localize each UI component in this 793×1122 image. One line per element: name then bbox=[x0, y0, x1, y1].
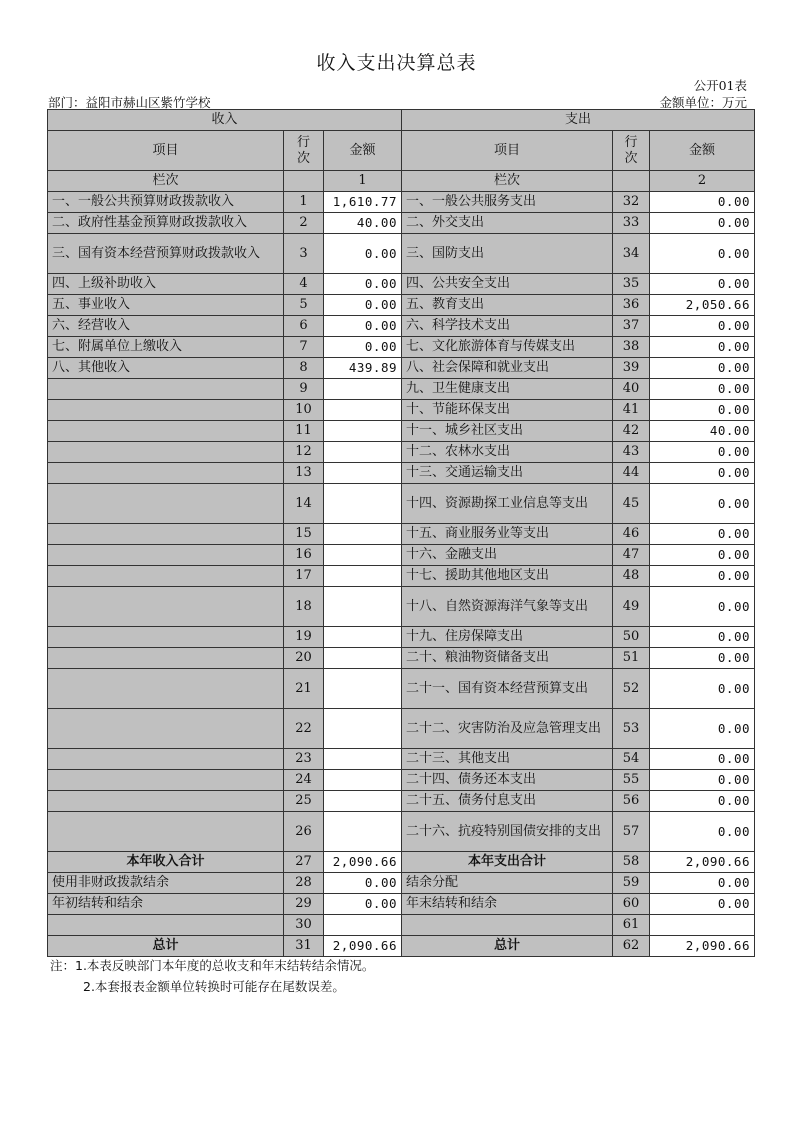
income-section-header: 收入 bbox=[48, 110, 402, 131]
expense-item: 二十六、抗疫特别国债安排的支出 bbox=[402, 812, 613, 852]
expense-line: 62 bbox=[613, 936, 650, 957]
expense-amount: 0.00 bbox=[650, 379, 755, 400]
table-row bbox=[48, 791, 755, 812]
income-line: 9 bbox=[284, 379, 324, 400]
income-amount bbox=[324, 627, 402, 648]
income-item bbox=[48, 812, 284, 852]
expense-line: 37 bbox=[613, 316, 650, 337]
expense-item: 十五、商业服务业等支出 bbox=[402, 524, 613, 545]
income-amount bbox=[324, 791, 402, 812]
income-item: 七、附属单位上缴收入 bbox=[48, 337, 284, 358]
income-item bbox=[48, 587, 284, 627]
expense-section-header: 支出 bbox=[402, 110, 755, 131]
income-item: 使用非财政拨款结余 bbox=[48, 873, 284, 894]
income-amount bbox=[324, 421, 402, 442]
total-row bbox=[48, 915, 755, 936]
expense-line: 36 bbox=[613, 295, 650, 316]
income-line: 29 bbox=[284, 894, 324, 915]
income-item bbox=[48, 915, 284, 936]
expense-line: 51 bbox=[613, 648, 650, 669]
table-row bbox=[48, 648, 755, 669]
expense-item: 二十一、国有资本经营预算支出 bbox=[402, 669, 613, 709]
expense-line: 61 bbox=[613, 915, 650, 936]
table-row bbox=[48, 274, 755, 295]
expense-amount: 0.00 bbox=[650, 648, 755, 669]
expense-item bbox=[402, 915, 613, 936]
expense-line: 45 bbox=[613, 484, 650, 524]
table-row bbox=[48, 379, 755, 400]
expense-amount: 0.00 bbox=[650, 316, 755, 337]
income-item: 三、国有资本经营预算财政拨款收入 bbox=[48, 234, 284, 274]
income-line: 28 bbox=[284, 873, 324, 894]
expense-amount: 0.00 bbox=[650, 213, 755, 234]
expense-item: 十一、城乡社区支出 bbox=[402, 421, 613, 442]
table-row bbox=[48, 749, 755, 770]
total-row bbox=[48, 936, 755, 957]
expense-line: 57 bbox=[613, 812, 650, 852]
expense-line: 32 bbox=[613, 192, 650, 213]
expense-item: 二十二、灾害防治及应急管理支出 bbox=[402, 709, 613, 749]
income-expense-table bbox=[47, 109, 755, 957]
income-item bbox=[48, 379, 284, 400]
income-line: 8 bbox=[284, 358, 324, 379]
expense-item: 十六、金融支出 bbox=[402, 545, 613, 566]
expense-amount: 0.00 bbox=[650, 566, 755, 587]
income-amount bbox=[324, 648, 402, 669]
table-row bbox=[48, 587, 755, 627]
expense-amount: 0.00 bbox=[650, 400, 755, 421]
expense-item: 九、卫生健康支出 bbox=[402, 379, 613, 400]
expense-line: 60 bbox=[613, 894, 650, 915]
expense-line-header bbox=[613, 131, 650, 171]
table-row bbox=[48, 545, 755, 566]
expense-item: 十、节能环保支出 bbox=[402, 400, 613, 421]
expense-amount: 0.00 bbox=[650, 627, 755, 648]
income-item: 一、一般公共预算财政拨款收入 bbox=[48, 192, 284, 213]
income-amount bbox=[324, 566, 402, 587]
income-line: 12 bbox=[284, 442, 324, 463]
expense-amount: 0.00 bbox=[650, 337, 755, 358]
empty-cell bbox=[284, 171, 324, 192]
income-line: 13 bbox=[284, 463, 324, 484]
income-amount: 1,610.77 bbox=[324, 192, 402, 213]
expense-line: 43 bbox=[613, 442, 650, 463]
income-line: 26 bbox=[284, 812, 324, 852]
income-amount bbox=[324, 812, 402, 852]
table-row bbox=[48, 192, 755, 213]
income-amount: 0.00 bbox=[324, 894, 402, 915]
income-line: 30 bbox=[284, 915, 324, 936]
expense-amount: 0.00 bbox=[650, 358, 755, 379]
income-amount bbox=[324, 770, 402, 791]
income-amount bbox=[324, 587, 402, 627]
income-item: 六、经营收入 bbox=[48, 316, 284, 337]
expense-line: 47 bbox=[613, 545, 650, 566]
income-amount bbox=[324, 400, 402, 421]
income-line: 21 bbox=[284, 669, 324, 709]
expense-line: 33 bbox=[613, 213, 650, 234]
expense-line: 40 bbox=[613, 379, 650, 400]
expense-line: 56 bbox=[613, 791, 650, 812]
expense-amount: 0.00 bbox=[650, 791, 755, 812]
expense-line: 50 bbox=[613, 627, 650, 648]
table-row bbox=[48, 442, 755, 463]
income-amount: 0.00 bbox=[324, 316, 402, 337]
income-amount: 0.00 bbox=[324, 295, 402, 316]
expense-line: 46 bbox=[613, 524, 650, 545]
unit-label: 金额单位：万元 bbox=[659, 95, 747, 110]
expense-line: 59 bbox=[613, 873, 650, 894]
income-line: 23 bbox=[284, 749, 324, 770]
income-line: 17 bbox=[284, 566, 324, 587]
expense-amount: 0.00 bbox=[650, 524, 755, 545]
expense-item: 二、外交支出 bbox=[402, 213, 613, 234]
expense-line: 34 bbox=[613, 234, 650, 274]
income-line: 24 bbox=[284, 770, 324, 791]
income-line: 1 bbox=[284, 192, 324, 213]
expense-amount: 0.00 bbox=[650, 442, 755, 463]
expense-item: 二十四、债务还本支出 bbox=[402, 770, 613, 791]
income-amount: 0.00 bbox=[324, 234, 402, 274]
expense-item: 年末结转和结余 bbox=[402, 894, 613, 915]
table-row bbox=[48, 213, 755, 234]
expense-item: 十三、交通运输支出 bbox=[402, 463, 613, 484]
table-row bbox=[48, 463, 755, 484]
table-row bbox=[48, 669, 755, 709]
income-item bbox=[48, 566, 284, 587]
total-row bbox=[48, 894, 755, 915]
expense-item: 四、公共安全支出 bbox=[402, 274, 613, 295]
table-row bbox=[48, 400, 755, 421]
expense-amount: 0.00 bbox=[650, 812, 755, 852]
expense-line: 54 bbox=[613, 749, 650, 770]
expense-amount: 2,090.66 bbox=[650, 852, 755, 873]
income-line: 7 bbox=[284, 337, 324, 358]
table-row bbox=[48, 316, 755, 337]
income-item bbox=[48, 442, 284, 463]
income-amount bbox=[324, 669, 402, 709]
expense-amount: 0.00 bbox=[650, 894, 755, 915]
income-line: 18 bbox=[284, 587, 324, 627]
income-item: 八、其他收入 bbox=[48, 358, 284, 379]
income-amount bbox=[324, 463, 402, 484]
expense-amount: 0.00 bbox=[650, 587, 755, 627]
expense-line: 48 bbox=[613, 566, 650, 587]
income-amount: 439.89 bbox=[324, 358, 402, 379]
income-line: 5 bbox=[284, 295, 324, 316]
expense-item-header: 项目 bbox=[402, 131, 613, 171]
income-amount bbox=[324, 442, 402, 463]
income-item bbox=[48, 627, 284, 648]
expense-item: 八、社会保障和就业支出 bbox=[402, 358, 613, 379]
expense-line: 38 bbox=[613, 337, 650, 358]
table-row bbox=[48, 770, 755, 791]
expense-line: 44 bbox=[613, 463, 650, 484]
expense-amount: 0.00 bbox=[650, 669, 755, 709]
expense-item: 一、一般公共服务支出 bbox=[402, 192, 613, 213]
expense-item: 十二、农林水支出 bbox=[402, 442, 613, 463]
income-item: 年初结转和结余 bbox=[48, 894, 284, 915]
expense-line: 39 bbox=[613, 358, 650, 379]
income-item bbox=[48, 709, 284, 749]
expense-line: 52 bbox=[613, 669, 650, 709]
income-item: 总计 bbox=[48, 936, 284, 957]
income-line: 16 bbox=[284, 545, 324, 566]
expense-amount: 0.00 bbox=[650, 873, 755, 894]
income-line: 2 bbox=[284, 213, 324, 234]
expense-line: 58 bbox=[613, 852, 650, 873]
income-item bbox=[48, 648, 284, 669]
expense-item: 六、科学技术支出 bbox=[402, 316, 613, 337]
income-line: 27 bbox=[284, 852, 324, 873]
expense-item: 二十、粮油物资储备支出 bbox=[402, 648, 613, 669]
line-header-text: 行 次 bbox=[296, 134, 310, 166]
expense-item: 十四、资源勘探工业信息等支出 bbox=[402, 484, 613, 524]
income-item bbox=[48, 463, 284, 484]
table-row bbox=[48, 234, 755, 274]
income-amount: 0.00 bbox=[324, 337, 402, 358]
expense-item: 三、国防支出 bbox=[402, 234, 613, 274]
expense-item: 十八、自然资源海洋气象等支出 bbox=[402, 587, 613, 627]
income-item: 二、政府性基金预算财政拨款收入 bbox=[48, 213, 284, 234]
income-line: 22 bbox=[284, 709, 324, 749]
expense-item: 七、文化旅游体育与传媒支出 bbox=[402, 337, 613, 358]
expense-item: 二十五、债务付息支出 bbox=[402, 791, 613, 812]
income-column-number: 1 bbox=[324, 171, 402, 192]
department-label: 部门：益阳市赫山区紫竹学校 bbox=[48, 95, 211, 110]
income-line: 4 bbox=[284, 274, 324, 295]
expense-amount: 0.00 bbox=[650, 463, 755, 484]
expense-item: 本年支出合计 bbox=[402, 852, 613, 873]
table-row bbox=[48, 484, 755, 524]
expense-item: 总计 bbox=[402, 936, 613, 957]
total-row bbox=[48, 873, 755, 894]
expense-amount: 0.00 bbox=[650, 749, 755, 770]
expense-amount: 0.00 bbox=[650, 770, 755, 791]
income-item bbox=[48, 545, 284, 566]
expense-amount: 2,050.66 bbox=[650, 295, 755, 316]
expense-item: 十九、住房保障支出 bbox=[402, 627, 613, 648]
income-line: 15 bbox=[284, 524, 324, 545]
expense-amount: 0.00 bbox=[650, 274, 755, 295]
table-row bbox=[48, 709, 755, 749]
income-amount: 0.00 bbox=[324, 873, 402, 894]
expense-column-number: 2 bbox=[650, 171, 755, 192]
expense-column-label: 栏次 bbox=[402, 171, 613, 192]
table-row bbox=[48, 295, 755, 316]
income-item bbox=[48, 421, 284, 442]
income-line: 14 bbox=[284, 484, 324, 524]
income-line-header bbox=[284, 131, 324, 171]
income-item bbox=[48, 400, 284, 421]
expense-amount: 0.00 bbox=[650, 234, 755, 274]
table-row bbox=[48, 421, 755, 442]
income-column-label: 栏次 bbox=[48, 171, 284, 192]
income-line: 25 bbox=[284, 791, 324, 812]
expense-line: 41 bbox=[613, 400, 650, 421]
footnotes bbox=[50, 955, 374, 997]
income-line: 10 bbox=[284, 400, 324, 421]
table-row bbox=[48, 337, 755, 358]
expense-line: 53 bbox=[613, 709, 650, 749]
income-amount bbox=[324, 379, 402, 400]
table-row bbox=[48, 812, 755, 852]
income-item bbox=[48, 669, 284, 709]
line-header-text: 行 次 bbox=[624, 134, 638, 166]
income-amount bbox=[324, 709, 402, 749]
empty-cell bbox=[613, 171, 650, 192]
expense-amount: 0.00 bbox=[650, 709, 755, 749]
income-line: 11 bbox=[284, 421, 324, 442]
income-item: 本年收入合计 bbox=[48, 852, 284, 873]
income-amount bbox=[324, 484, 402, 524]
expense-line: 35 bbox=[613, 274, 650, 295]
income-amount: 2,090.66 bbox=[324, 852, 402, 873]
income-amount: 0.00 bbox=[324, 274, 402, 295]
income-line: 3 bbox=[284, 234, 324, 274]
income-line: 6 bbox=[284, 316, 324, 337]
footnote-1: 注：1.本表反映部门本年度的总收支和年末结转结余情况。 bbox=[50, 958, 375, 973]
table-row bbox=[48, 566, 755, 587]
income-item: 五、事业收入 bbox=[48, 295, 284, 316]
table-row bbox=[48, 358, 755, 379]
expense-amount: 0.00 bbox=[650, 484, 755, 524]
expense-amount bbox=[650, 915, 755, 936]
income-amount-header: 金额 bbox=[324, 131, 402, 171]
expense-item: 十七、援助其他地区支出 bbox=[402, 566, 613, 587]
table-row bbox=[48, 524, 755, 545]
expense-line: 49 bbox=[613, 587, 650, 627]
income-amount bbox=[324, 524, 402, 545]
expense-line: 42 bbox=[613, 421, 650, 442]
table-row bbox=[48, 627, 755, 648]
income-item bbox=[48, 749, 284, 770]
expense-item: 五、教育支出 bbox=[402, 295, 613, 316]
income-line: 31 bbox=[284, 936, 324, 957]
expense-item: 二十三、其他支出 bbox=[402, 749, 613, 770]
total-row bbox=[48, 852, 755, 873]
income-line: 19 bbox=[284, 627, 324, 648]
income-item bbox=[48, 524, 284, 545]
income-item bbox=[48, 484, 284, 524]
income-amount bbox=[324, 545, 402, 566]
expense-amount: 0.00 bbox=[650, 192, 755, 213]
expense-amount: 2,090.66 bbox=[650, 936, 755, 957]
income-item bbox=[48, 791, 284, 812]
income-amount: 2,090.66 bbox=[324, 936, 402, 957]
page-title: 收入支出决算总表 bbox=[316, 52, 477, 74]
income-line: 20 bbox=[284, 648, 324, 669]
footnote-2: 2.本套报表金额单位转换时可能存在尾数误差。 bbox=[83, 979, 345, 994]
expense-line: 55 bbox=[613, 770, 650, 791]
expense-amount: 0.00 bbox=[650, 545, 755, 566]
income-item-header: 项目 bbox=[48, 131, 284, 171]
income-amount bbox=[324, 915, 402, 936]
expense-amount-header: 金额 bbox=[650, 131, 755, 171]
expense-amount: 40.00 bbox=[650, 421, 755, 442]
income-amount bbox=[324, 749, 402, 770]
income-item bbox=[48, 770, 284, 791]
income-item: 四、上级补助收入 bbox=[48, 274, 284, 295]
expense-item: 结余分配 bbox=[402, 873, 613, 894]
form-code: 公开01表 bbox=[693, 78, 747, 93]
income-amount: 40.00 bbox=[324, 213, 402, 234]
